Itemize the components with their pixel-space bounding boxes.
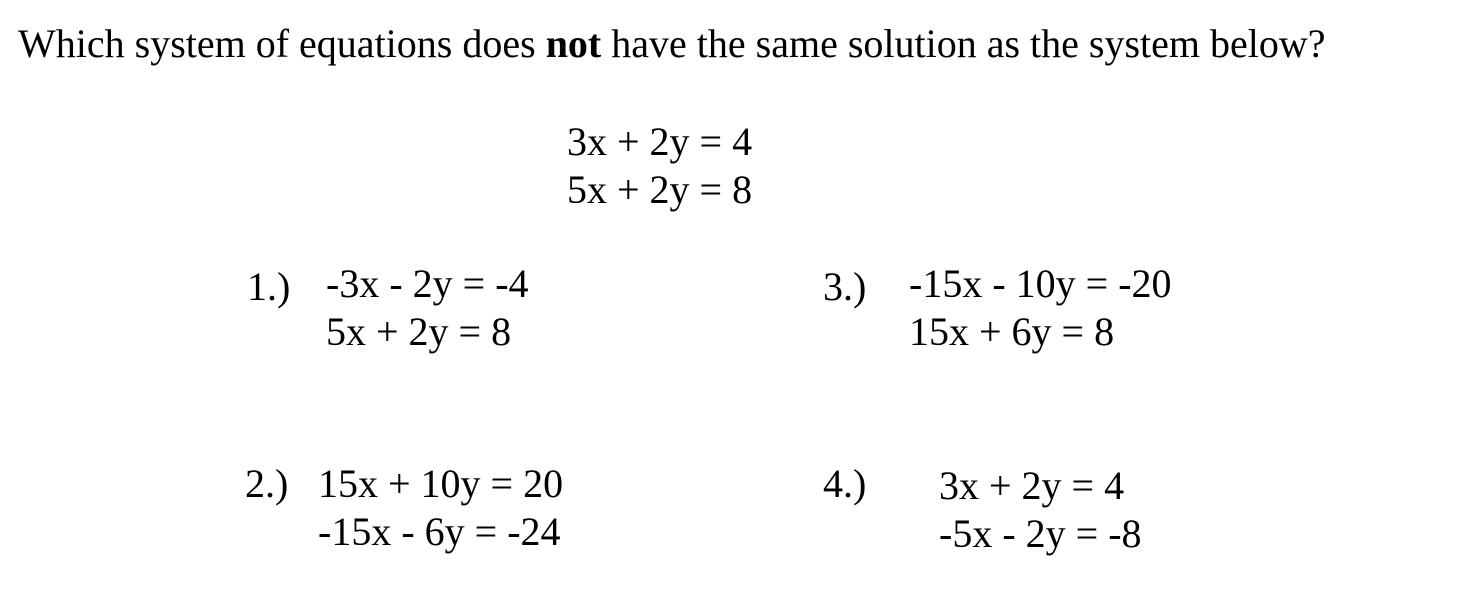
question-emphasis: not <box>545 21 602 66</box>
choice-1-equation-1: -3x - 2y = -4 <box>326 261 529 306</box>
given-equation-2: 5x + 2y = 8 <box>567 167 753 212</box>
given-equation-1: 3x + 2y = 4 <box>567 119 753 164</box>
question-text-before: Which system of equations does <box>18 21 546 66</box>
choice-2-number: 2.) <box>245 461 289 506</box>
choice-3-number: 3.) <box>823 264 867 309</box>
choice-4-equation-1: 3x + 2y = 4 <box>939 463 1125 508</box>
choice-1-number: 1.) <box>247 264 291 309</box>
choice-2-equation-2: -15x - 6y = -24 <box>318 509 561 554</box>
choice-4-equation-2: -5x - 2y = -8 <box>939 511 1142 556</box>
choice-3-equation-1: -15x - 10y = -20 <box>909 261 1172 306</box>
question-prompt <box>18 20 1326 68</box>
choice-1-equation-2: 5x + 2y = 8 <box>326 309 512 354</box>
choice-4-number: 4.) <box>823 461 867 506</box>
question-text-after: have the same solution as the system below? <box>601 21 1326 66</box>
choice-3-equation-2: 15x + 6y = 8 <box>909 309 1115 354</box>
choice-2-equation-1: 15x + 10y = 20 <box>318 461 564 506</box>
